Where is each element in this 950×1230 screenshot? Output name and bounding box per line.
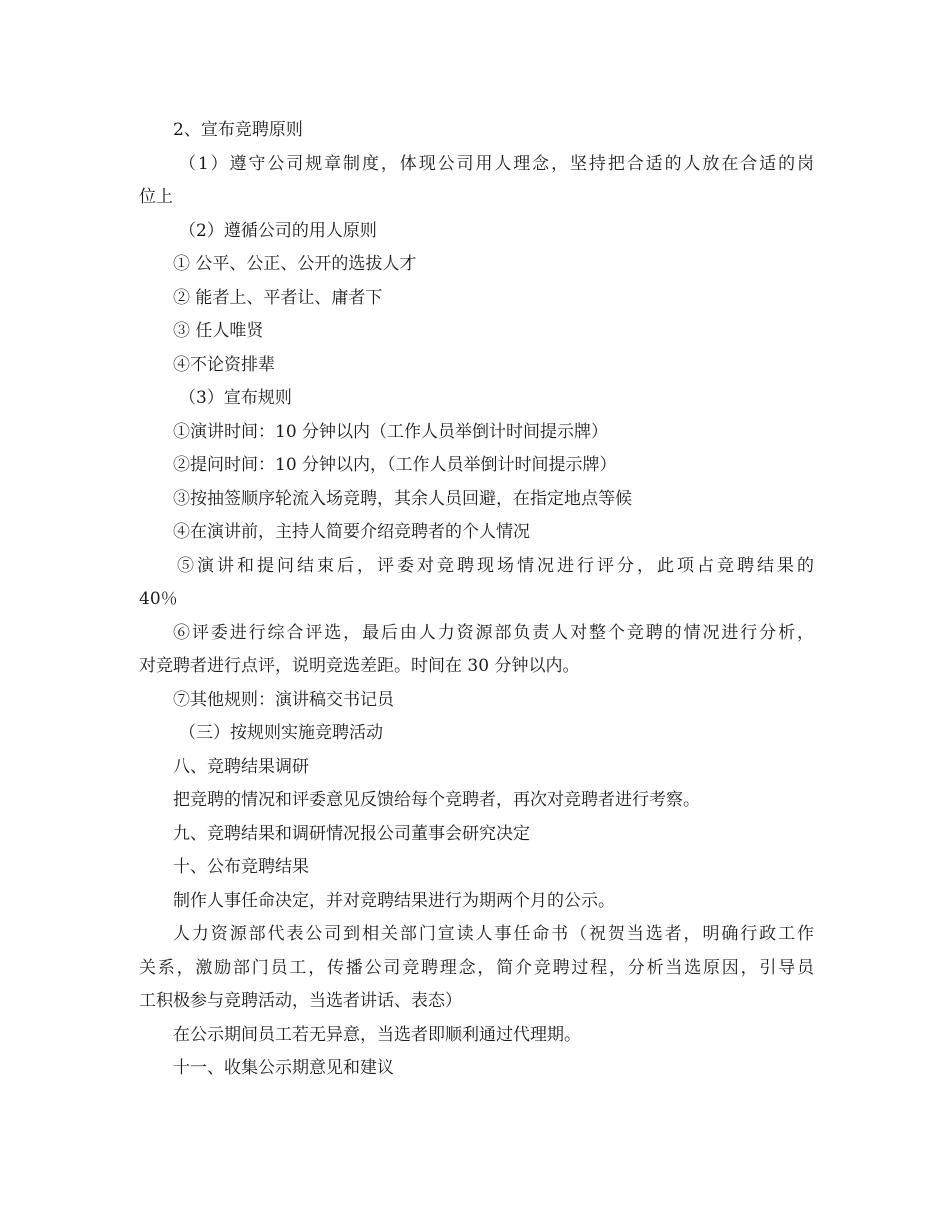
section-heading: 十、公布竞聘结果 <box>173 857 309 877</box>
list-item: ②提问时间：10 分钟以内，（工作人员举倒计时间提示牌） <box>173 455 617 475</box>
section-heading: 九、竞聘结果和调研情况报公司董事会研究决定 <box>173 823 530 844</box>
section-heading: 八、竞聘结果调研 <box>173 756 309 777</box>
list-item: ①演讲时间：10 分钟以内（工作人员举倒计时间提示牌） <box>173 421 609 442</box>
list-item: ③按抽签顺序轮流入场竞聘，其余人员回避，在指定地点等候 <box>173 488 632 509</box>
paragraph-line: 40％ <box>139 589 178 609</box>
document-body <box>139 114 814 1086</box>
paragraph-line: （1）遵守公司规章制度，体现公司用人理念，坚持把合适的人放在合适的岗 <box>179 153 814 174</box>
paragraph-line: 关系，激励部门员工，传播公司竞聘理念，简介竞聘过程，分析当选原因，引导员 <box>139 957 814 978</box>
list-item: ④在演讲前，主持人简要介绍竞聘者的个人情况 <box>173 522 530 542</box>
list-item: ④不论资排辈 <box>173 354 275 375</box>
paragraph-line: （2）遵循公司的用人原则 <box>179 220 377 241</box>
list-item: ⑦其他规则：演讲稿交书记员 <box>173 689 394 710</box>
section-heading: 2、宣布竞聘原则 <box>173 120 303 140</box>
paragraph-line: 人力资源部代表公司到相关部门宣读人事任命书（祝贺当选者，明确行政工作 <box>173 924 814 944</box>
list-item: ② 能者上、平者让、庸者下 <box>173 287 383 308</box>
list-item: ⑥评委进行综合评选，最后由人力资源部负责人对整个竞聘的情况进行分析， <box>173 622 814 643</box>
paragraph-line: 制作人事任命决定，并对竞聘结果进行为期两个月的公示。 <box>173 890 615 911</box>
section-heading: （三）按规则实施竞聘活动 <box>179 723 383 743</box>
list-item: ① 公平、公正、公开的选拔人才 <box>173 254 417 274</box>
paragraph-line: （3）宣布规则 <box>179 388 292 408</box>
list-item: ⑤演讲和提问结束后，评委对竞聘现场情况进行评分，此项占竞聘结果的 <box>177 555 814 576</box>
paragraph-line: 工积极参与竞聘活动，当选者讲话、表态） <box>139 991 462 1011</box>
paragraph-line: 把竞聘的情况和评委意见反馈给每个竞聘者，再次对竞聘者进行考察。 <box>173 790 700 810</box>
paragraph-line: 对竞聘者进行点评，说明竞选差距。时间在 30 分钟以内。 <box>139 656 580 676</box>
paragraph-line: 在公示期间员工若无异意，当选者即顺利通过代理期。 <box>173 1024 581 1045</box>
section-heading: 十一、收集公示期意见和建议 <box>173 1058 394 1078</box>
list-item: ③ 任人唯贤 <box>173 321 264 341</box>
paragraph-line: 位上 <box>139 187 173 207</box>
